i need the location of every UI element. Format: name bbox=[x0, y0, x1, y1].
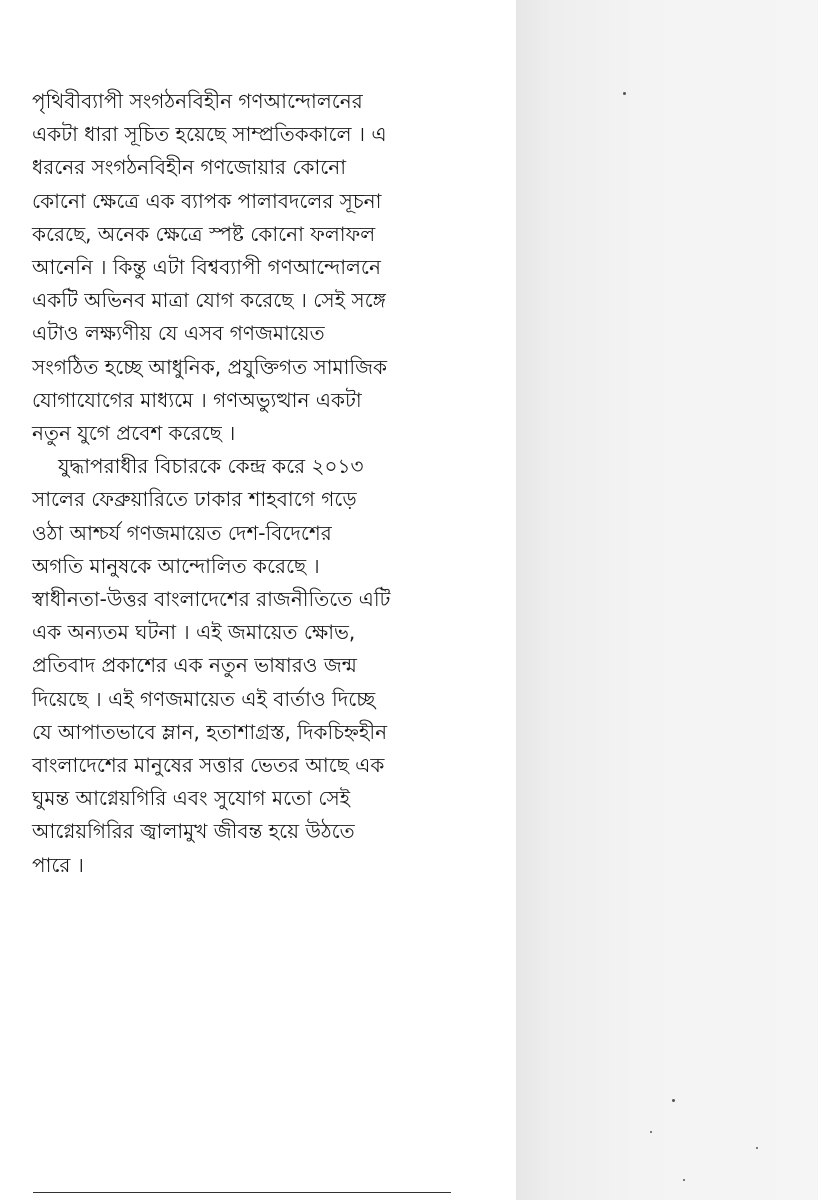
text-line: ওঠা আশ্চর্য গণজমায়েত দেশ-বিদেশের bbox=[32, 520, 332, 545]
text-line: আগ্নেয়গিরির জ্বালামুখ জীবন্ত হয়ে উঠতে bbox=[32, 819, 355, 844]
text-line: যে আপাতভাবে ম্লান, হতাশাগ্রস্ত, দিকচিহ্নহীন bbox=[32, 719, 388, 744]
text-line: দিয়েছে । এই গণজমায়েত এই বার্তাও দিচ্ছে bbox=[32, 686, 376, 711]
text-line: একটি অভিনব মাত্রা যোগ করেছে । সেই সঙ্গে bbox=[32, 288, 386, 313]
text-line: আনেনি । কিন্তু এটা বিশ্বব্যাপী গণআন্দোলনে bbox=[32, 255, 381, 280]
text-line: পারে । bbox=[32, 852, 84, 877]
text-line: নতুন যুগে প্রবেশ করেছে । bbox=[32, 421, 236, 446]
scan-margin bbox=[516, 0, 818, 1200]
scan-speck bbox=[650, 1131, 652, 1133]
paragraph-start-line: যুদ্ধাপরাধীর বিচারকে কেন্দ্র করে ২০১৩ bbox=[58, 454, 364, 479]
text-line: এক অন্যতম ঘটনা । এই জমায়েত ক্ষোভ, bbox=[32, 620, 356, 645]
text-line: সালের ফেব্রুয়ারিতে ঢাকার শাহবাগে গড়ে bbox=[32, 487, 357, 512]
text-line: বাংলাদেশের মানুষের সত্তার ভেতর আছে এক bbox=[32, 753, 385, 778]
scan-speck bbox=[623, 92, 626, 95]
text-line: এটাও লক্ষ্যণীয় যে এসব গণজমায়েত bbox=[32, 321, 325, 346]
text-line: অগতি মানুষকে আন্দোলিত করেছে । bbox=[32, 553, 320, 578]
text-line: ঘুমন্ত আগ্নেয়গিরি এবং সুযোগ মতো সেই bbox=[32, 786, 351, 811]
scan-speck bbox=[672, 1099, 675, 1102]
text-line: স্বাধীনতা-উত্তর বাংলাদেশের রাজনীতিতে এটি bbox=[32, 587, 391, 612]
scan-speck bbox=[683, 1179, 685, 1181]
text-line: কোনো ক্ষেত্রে এক ব্যাপক পালাবদলের সূচনা bbox=[32, 188, 382, 213]
footer-rule bbox=[33, 1192, 451, 1193]
text-line: ধরনের সংগঠনবিহীন গণজোয়ার কোনো bbox=[32, 155, 347, 180]
scan-speck bbox=[756, 1147, 758, 1149]
body-text bbox=[32, 85, 472, 882]
text-line: পৃথিবীব্যাপী সংগঠনবিহীন গণআন্দোলনের bbox=[32, 89, 363, 113]
text-line: সংগঠিত হচ্ছে আধুনিক, প্রযুক্তিগত সামাজিক bbox=[32, 354, 388, 379]
text-line: একটা ধারা সূচিত হয়েছে সাম্প্রতিককালে । এ bbox=[32, 122, 387, 147]
text-line: যোগাযোগের মাধ্যমে । গণঅভ্যুত্থান একটা bbox=[32, 387, 362, 412]
text-line: প্রতিবাদ প্রকাশের এক নতুন ভাষারও জন্ম bbox=[32, 653, 357, 678]
text-line: করেছে, অনেক ক্ষেত্রে স্পষ্ট কোনো ফলাফল bbox=[32, 221, 376, 246]
